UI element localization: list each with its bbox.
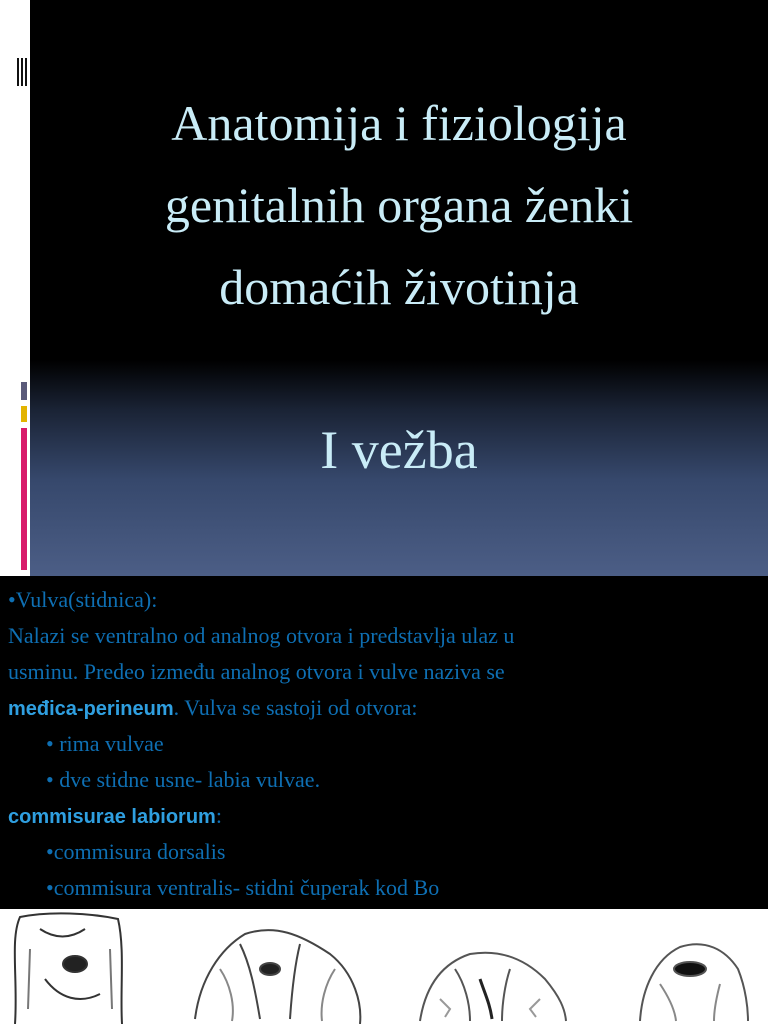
accent-bar: [21, 382, 27, 400]
slide-title-line: genitalnih organa ženki: [164, 177, 634, 233]
term-perineum: međica-perineum: [8, 698, 174, 720]
content-slide: [0, 576, 768, 909]
list-item: •commisura dorsalis: [46, 839, 226, 864]
anatomical-sketch-icon: [15, 913, 122, 1024]
paragraph-text: . Vulva se sastoji od otvora:: [173, 695, 418, 720]
slide-title: [30, 82, 768, 328]
slide-title-line: Anatomija i fiziologija: [171, 95, 627, 151]
accent-bar: [21, 406, 27, 422]
anatomical-sketch-icon: [420, 953, 566, 1021]
figures-strip: [0, 909, 768, 1024]
slide-title-line: domaćih životinja: [219, 259, 579, 315]
section-heading: •Vulva(stidnica):: [8, 587, 158, 612]
anatomical-sketch-icon: [640, 944, 748, 1021]
accent-bar: [21, 428, 27, 570]
list-item: • dve stidne usne- labia vulvae.: [46, 767, 321, 792]
paragraph-line: usminu. Predeo između analnog otvora i vulve naziva se: [8, 659, 505, 684]
list-item: • rima vulvae: [46, 731, 164, 756]
accent-bars: [21, 382, 27, 570]
corner-mark-icon: [17, 58, 27, 86]
term-commissurae: commisurae labiorum: [8, 806, 216, 828]
anatomical-sketch-icon: [195, 930, 360, 1024]
paragraph-line: [8, 800, 222, 833]
paragraph-line: [8, 692, 418, 725]
list-item: •commisura ventralis- stidni čuperak kod Bo: [46, 875, 440, 900]
paragraph-line: Nalazi se ventralno od analnog otvora i predstavlja ulaz u: [8, 623, 515, 648]
slide-subtitle: I vežba: [320, 420, 478, 480]
paragraph-text: :: [215, 803, 222, 828]
